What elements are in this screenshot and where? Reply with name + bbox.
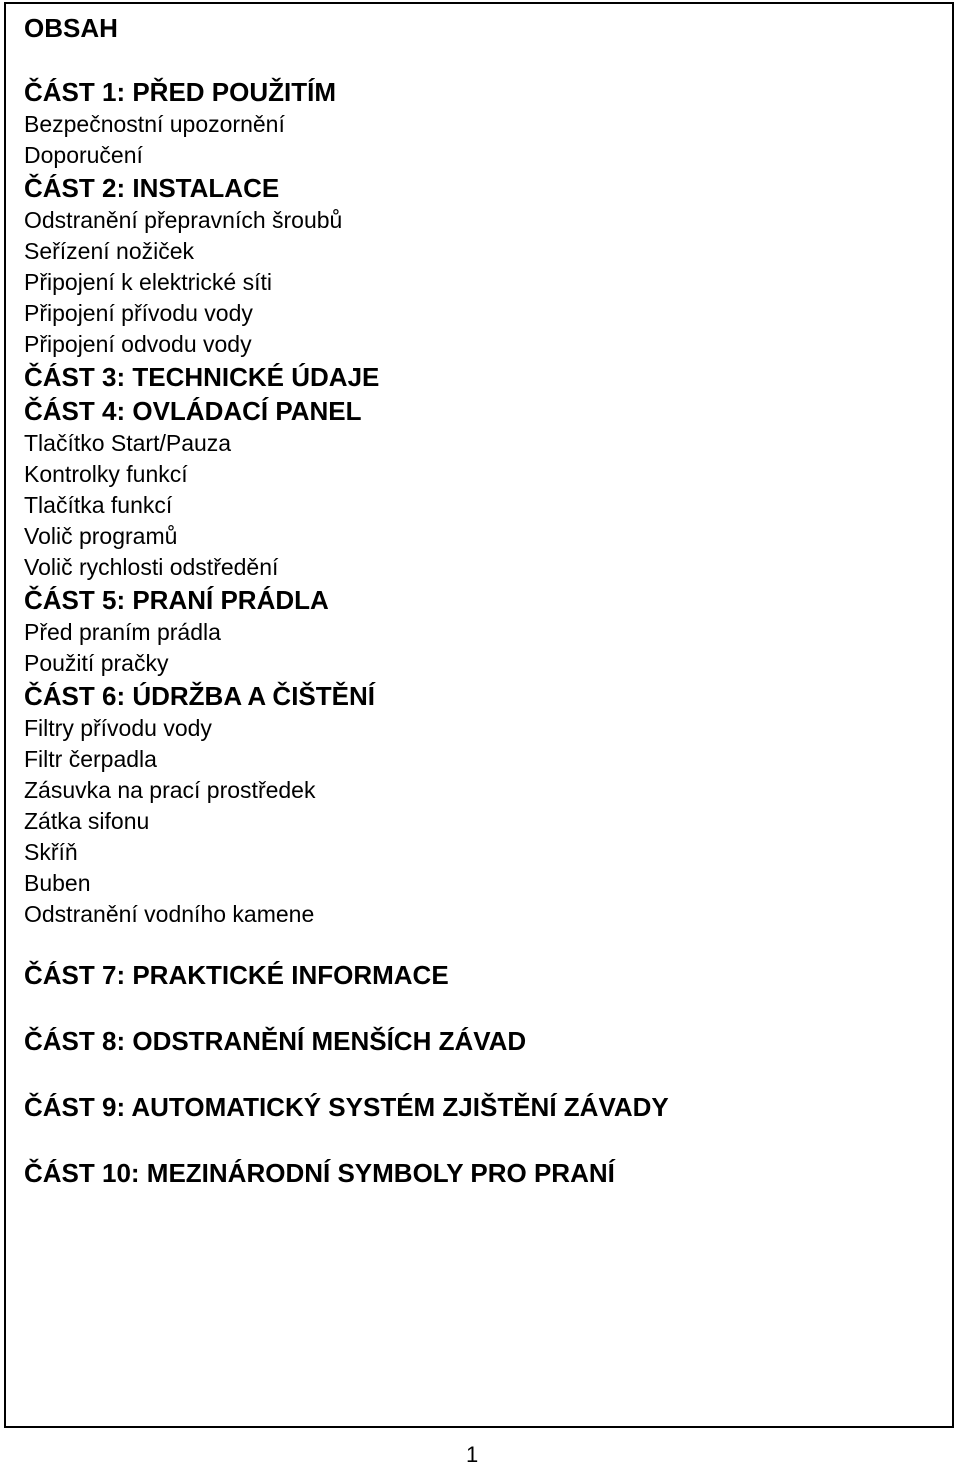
toc-item: Skříň bbox=[24, 839, 78, 865]
toc-item: Před praním prádla bbox=[24, 619, 221, 645]
toc-section: ČÁST 3: TECHNICKÉ ÚDAJE bbox=[24, 362, 380, 392]
toc-item: Tlačítko Start/Pauza bbox=[24, 430, 232, 456]
toc-item: Připojení k elektrické síti bbox=[24, 269, 272, 295]
toc-section: ČÁST 9: AUTOMATICKÝ SYSTÉM ZJIŠTĚNÍ ZÁVADY bbox=[24, 1092, 669, 1122]
toc-section: ČÁST 10: MEZINÁRODNÍ SYMBOLY PRO PRANÍ bbox=[24, 1158, 615, 1188]
toc-item: Seřízení nožiček bbox=[24, 238, 195, 264]
page-number: 1 bbox=[466, 1442, 479, 1467]
toc-section: ČÁST 6: ÚDRŽBA A ČIŠTĚNÍ bbox=[24, 681, 375, 711]
toc-item: Filtr čerpadla bbox=[24, 746, 157, 772]
toc-section: ČÁST 4: OVLÁDACÍ PANEL bbox=[24, 396, 362, 426]
toc-item: Volič rychlosti odstředění bbox=[24, 554, 279, 580]
toc-section: ČÁST 7: PRAKTICKÉ INFORMACE bbox=[24, 960, 449, 990]
toc-item: Připojení odvodu vody bbox=[24, 331, 252, 357]
toc-title: OBSAH bbox=[24, 13, 118, 43]
toc-item: Zátka sifonu bbox=[24, 808, 150, 834]
toc-section: ČÁST 8: ODSTRANĚNÍ MENŠÍCH ZÁVAD bbox=[24, 1026, 527, 1056]
toc-item: Tlačítka funkcí bbox=[24, 492, 173, 518]
toc-section: ČÁST 2: INSTALACE bbox=[24, 173, 280, 203]
toc-item: Kontrolky funkcí bbox=[24, 461, 188, 487]
toc-item: Připojení přívodu vody bbox=[24, 300, 253, 326]
toc-item: Použití pračky bbox=[24, 650, 169, 676]
toc-item: Buben bbox=[24, 870, 91, 896]
toc-section: ČÁST 5: PRANÍ PRÁDLA bbox=[24, 585, 329, 615]
toc-item: Bezpečnostní upozornění bbox=[24, 111, 285, 137]
toc-item: Odstranění přepravních šroubů bbox=[24, 207, 343, 233]
table-of-contents bbox=[24, 75, 669, 1190]
toc-item: Filtry přívodu vody bbox=[24, 715, 212, 741]
toc-item: Doporučení bbox=[24, 142, 143, 168]
toc-item: Zásuvka na prací prostředek bbox=[24, 777, 316, 803]
toc-section: ČÁST 1: PŘED POUŽITÍM bbox=[24, 77, 337, 107]
toc-item: Volič programů bbox=[24, 523, 178, 549]
toc-item: Odstranění vodního kamene bbox=[24, 901, 315, 927]
